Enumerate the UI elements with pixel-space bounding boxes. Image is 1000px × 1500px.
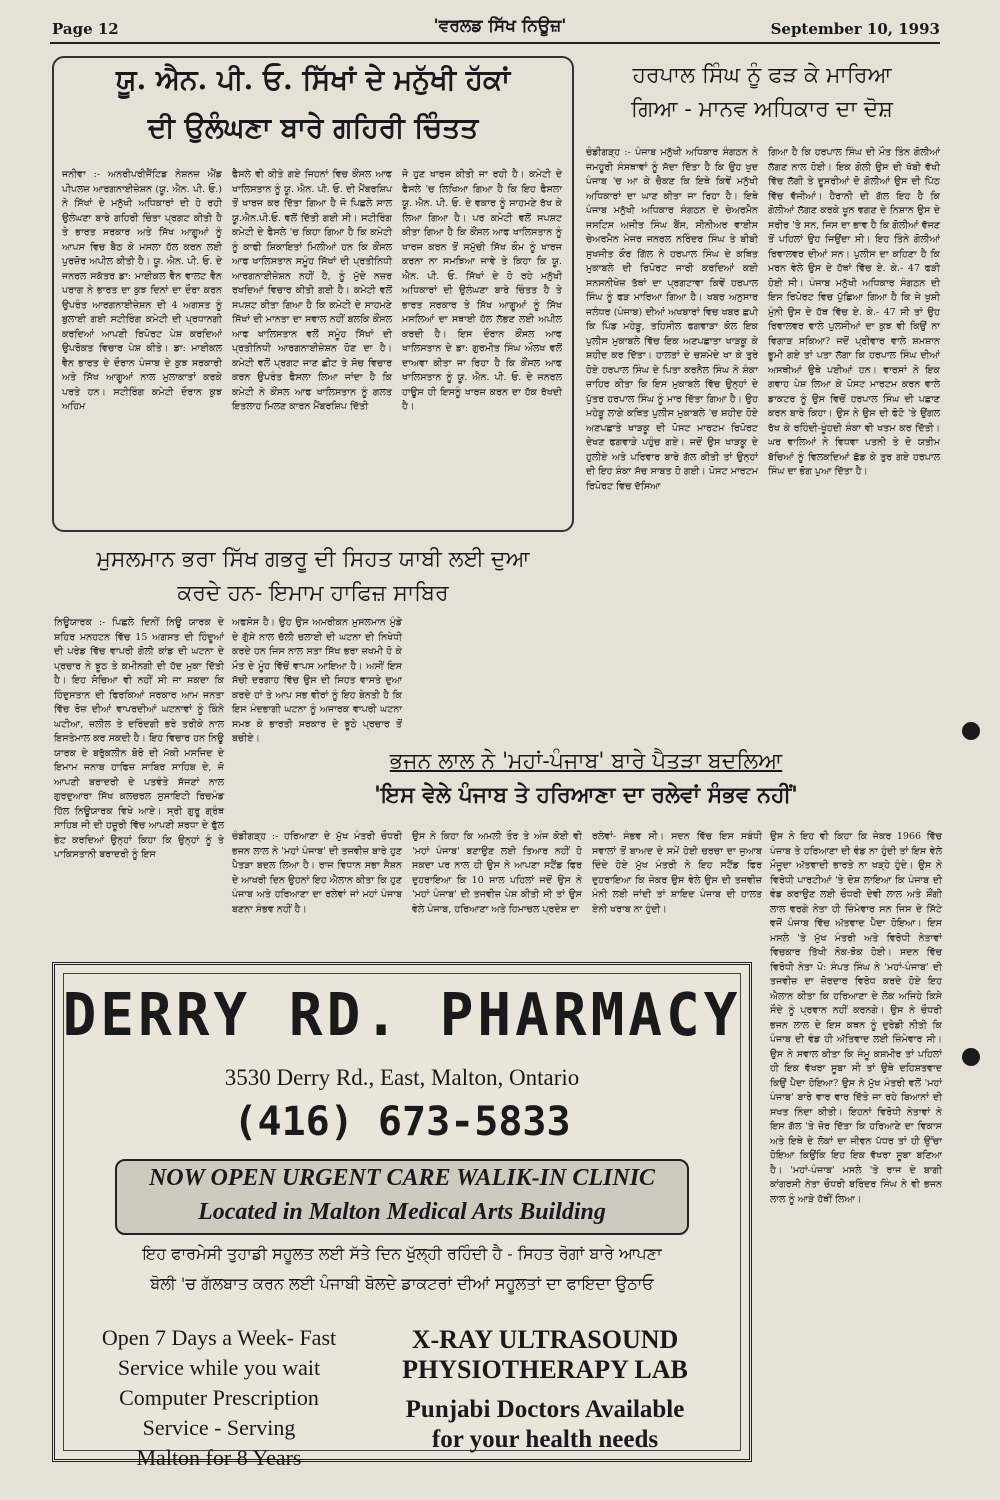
article-muslim-column-2: ਅਫਸੋਸ ਹੈ। ਉਹ ਉਸ ਅਮਰੀਕਨ ਮੁਸਲਮਾਨ ਮੁੰਡੇ ਦੇ ਗੁੱਸੇ ਨਾਲ ਚੱਲੀ ਚਲਾਈ ਦੀ ਘਟਨਾ ਦੀ ਨਿਖੇਧੀ ਕਰਦੇ ਹਨ ਜਿਸ ਨਾਲ ਸਤਾ ਸਿੱਖ ਭਰਾ ਜ਼ਖਮੀ ਹੋ ਕੇ ਮੌਤ ਦੇ ਮੂੰਹ ਵਿੱਚੋਂ ਵਾਪਸ ਆਇਆ ਹੈ। ਅਸੀਂ ਇਸ ਸੱਚੀ ਦਰਗਾਹ ਵਿੱਚ ਉਸ ਦੀ ਸਿਹਤ ਵਾਸਤੇ ਦੁਆ ਕਰਦੇ ਹਾਂ ਤੇ ਆਪ ਸਭ ਵੀਰਾਂ ਨੂੰ ਇਹ ਬੇਨਤੀ ਹੈ ਕਿ ਇਸ ਮੰਦਭਾਗੀ ਘਟਨਾ ਨੂੰ ਅਜਾਰਕ ਵਾਪਰੀ ਘਟਨਾ ਸਮਝ ਕੇ ਭਾਰਤੀ ਸਰਕਾਰ ਦੇ ਝੂਠੇ ਪ੍ਰਚਾਰ ਤੋਂ ਬਚੀਏ। (232, 617, 402, 744)
ad-hours-line: Open 7 Days a Week- Fast (101, 1325, 337, 1350)
article-muslim-column-1: ਨਿਊਯਾਰਕ :- ਪਿਛਲੇ ਦਿਨੀਂ ਨਿਊ ਯਾਰਕ ਦੇ ਸ਼ਹਿਰ ਮਨਹਟਨ ਵਿੱਚ 15 ਅਗਸਤ ਦੀ ਹਿੰਦੂਆਂ ਦੀ ਪਰੇਡ ਵਿੱਚ ਵਾਪਰੀ ਗੋਲੀ ਕਾਂਡ ਦੀ ਘਟਨਾ ਦੇ ਪ੍ਰਚਾਰ ਨੇ ਝੂਠ ਤੇ ਕਮੀਨਗੀ ਦੀ ਹੱਦ ਮੁਕਾ ਦਿੱਤੀ ਹੈ। ਇਹ ਸੋਚਿਆ ਵੀ ਨਹੀਂ ਸੀ ਜਾ ਸਕਦਾ ਕਿ ਹਿੰਦੁਸਤਾਨ ਦੀ ਫਿਰਕਿਆਂ ਸਰਕਾਰ ਆਮ ਜਨਤਾ ਵਿੱਚ ਰੋਜ਼ ਦੀਆਂ ਵਾਪਰਦੀਆਂ ਘਟਨਾਵਾਂ ਨੂੰ ਕਿੰਨੇ ਘਟੀਆ, ਜ਼ਲੀਲ ਤੇ ਦਰਿੰਦਗੀ ਭਰੇ ਤਰੀਕੇ ਨਾਲ ਇਸਤੇਮਾਲ ਕਰ ਸਕਦੀ ਹੈ। ਇਹ ਵਿਚਾਰ ਹਨ ਨਿਊ ਯਾਰਕ ਦੇ ਬਰੁੱਕਲੀਨ ਬੋਰੋ ਦੀ ਮੱਕੀ ਮਸਜਿਦ ਦੇ ਇਮਾਮ ਜਨਾਬ ਹਾਫਿਜ਼ ਸਾਬਿਰ ਸਾਹਿਬ ਦੇ, ਜੋ ਆਪਣੀ ਬਰਾਦਰੀ ਦੇ ਪਤਵੰਤੇ ਸੱਜਣਾਂ ਨਾਲ ਗੁਰਦੁਆਰਾ ਸਿੱਖ ਕਲਚਰਲ ਸੁਸਾਇਟੀ ਰਿਚਮੰਡ ਹਿੱਲ ਨਿਊਯਾਰਕ ਵਿਖੇ ਆਏ। ਸ੍ਰੀ ਗੁਰੂ ਗ੍ਰੰਥ ਸਾਹਿਬ ਜੀ ਦੀ ਹਜ਼ੂਰੀ ਵਿੱਚ ਆਪਣੀ ਸ਼ਰਧਾ ਦੇ ਫੁੱਲ ਭੇਟ ਕਰਦਿਆਂ ਉਨ੍ਹਾਂ ਕਿਹਾ ਕਿ ਉਨ੍ਹਾਂ ਨੂੰ ਤੇ ਪਾਕਿਸਤਾਨੀ ਬਰਾਦਰੀ ਨੂੰ ਇਸ (54, 617, 224, 860)
article-unpo-box (52, 56, 574, 532)
ad-address: 3530 Derry Rd., East, Malton, Ontario (224, 1065, 580, 1090)
article-harpal-headline-1: ਹਰਪਾਲ ਸਿੰਘ ਨੂੰ ਫੜ ਕੇ ਮਾਰਿਆ (632, 63, 892, 88)
ad-xray-line-1: X-RAY ULTRASOUND (411, 1325, 679, 1354)
ad-hours-line: Malton for 8 Years (136, 1445, 302, 1470)
article-muslim-headline-2: ਕਰਦੇ ਹਨ- ਇਮਾਮ ਹਾਫਿਜ਼ ਸਾਬਿਰ (177, 581, 449, 606)
ad-phone: (416) 673-5833 (233, 1099, 571, 1145)
article-harpal-column-1: ਚੰਡੀਗੜ੍ਹ :- ਪੰਜਾਬ ਮਨੁੱਖੀ ਅਧਿਕਾਰ ਸੰਗਠਨ ਨੇ ਜਮਹੂਰੀ ਸੰਸਥਾਵਾਂ ਨੂੰ ਸੱਦਾ ਦਿੱਤਾ ਹੈ ਕਿ ਉਹ ਖੁਦ ਪੰਜਾਬ 'ਚ ਆ ਕੇ ਚੈਕਣ ਕਿ ਇਥੇ ਕਿਵੇਂ ਮਨੁੱਖੀ ਅਧਿਕਾਰਾਂ ਦਾ ਘਾਣ ਕੀਤਾ ਜਾ ਰਿਹਾ ਹੈ। ਇਥੇ ਪੰਜਾਬ ਮਨੁੱਖੀ ਅਧਿਕਾਰ ਸੰਗਠਨ ਦੇ ਚੇਅਰਮੈਨ ਜਸਟਿਸ ਅਜੀਤ ਸਿੰਘ ਬੈਂਸ, ਸੀਨੀਅਰ ਵਾਈਸ ਚੇਅਰਮੈਨ ਮੇਜਰ ਜਨਰਲ ਨਰਿੰਦਰ ਸਿੰਘ ਤੇ ਬੀਬੀ ਸੁਖਜੀਤ ਕੌਰ ਗਿੱਲ ਨੇ ਹਰਪਾਲ ਸਿੰਘ ਦੇ ਕਥਿਤ ਮੁਕਾਬਲੇ ਦੀ ਰਿਪੋਰਟ ਜਾਰੀ ਕਰਦਿਆਂ ਕਈ ਸਨਸਨੀਖੇਜ਼ ਤੱਥਾਂ ਦਾ ਪ੍ਰਗਟਾਵਾ ਕਿਵੇਂ ਹਰਪਾਲ ਸਿੰਘ ਨੂੰ ਫੜ ਮਾਰਿਆ ਗਿਆ ਹੈ। ਖਬਰ ਅਨੁਸਾਰ ਜਲੰਧਰ (ਪੰਜਾਬ) ਦੀਆਂ ਅਖਬਾਰਾਂ ਵਿਚ ਖਬਰ ਛਪੀ ਕਿ ਪਿੰਡ ਮਹੇੜੂ, ਤਹਿਸੀਲ ਫਗਵਾੜਾ ਕੋਲ ਇਕ ਪੁਲੀਸ ਮੁਕਾਬਲੇ ਵਿੱਚ ਇਕ ਅਣਪਛਾਤਾ ਖਾੜਕੂ ਕੇ ਸ਼ਹੀਦ ਕਰ ਦਿੱਤਾ। ਹਾਲਤਾਂ ਦੇ ਚਸ਼ਮੇਦੇ ਖਾ ਕੇ ਤੁਰੇ ਹੋਏ ਹਰਪਾਲ ਸਿੰਘ ਦੇ ਪਿਤਾ ਕਰਨੈਲ ਸਿੰਘ ਨੇ ਸ਼ੰਕਾ ਜ਼ਾਹਿਰ ਕੀਤਾ ਕਿ ਇਸ ਮੁਕਾਬਲੇ ਵਿੱਚ ਉਨ੍ਹਾਂ ਦੇ ਪੁੱਤਰ ਹਰਪਾਲ ਸਿੰਘ ਨੂੰ ਮਾਰ ਦਿੱਤਾ ਗਿਆ ਹੈ। ਉਹ ਮਹੇੜੂ ਲਾਗੇ ਕਥਿਤ ਪੁਲੀਸ ਮੁਕਾਬਲੇ 'ਚ ਸ਼ਹੀਦ ਹੋਏ ਅਣਪਛਾਤੇ ਖਾੜਕੂ ਦੀ ਪੋਸਟ ਮਾਰਟਮ ਰਿਪੋਰਟ ਦੇਖਣ ਫਗਵਾੜੇ ਪਹੁੰਚ ਗਏ। ਜਦੋਂ ਉਸ ਖਾੜਕੂ ਦੇ ਹੁਲੀਏ ਅਤੇ ਪਰਿਵਾਰ ਬਾਰੇ ਗੱਲ ਕੀਤੀ ਤਾਂ ਉਨ੍ਹਾਂ ਦੀ ਇਹ ਸ਼ੰਕਾ ਸੱਚ ਸਾਬਤ ਹੋ ਗਈ। ਪੋਸਟ ਮਾਰਟਮ ਰਿਪੋਰਟ ਵਿਚ ਦੱਸਿਆ (586, 147, 758, 492)
ad-punjabi-line-1: ਇਹ ਫਾਰਮੇਸੀ ਤੁਹਾਡੀ ਸਹੂਲਤ ਲਈ ਸੱਤੇ ਦਿਨ ਖੁੱਲ੍ਹੀ ਰਹਿੰਦੀ ਹੈ - ਸਿਹਤ ਰੋਗਾਂ ਬਾਰੇ ਆਪਣਾ (142, 1244, 662, 1263)
ad-punjabi-line-2: ਬੋਲੀ 'ਚ ਗੱਲਬਾਤ ਕਰਨ ਲਈ ਪੰਜਾਬੀ ਬੋਲਦੇ ਡਾਕਟਰਾਂ ਦੀਆਂ ਸਹੂਲਤਾਂ ਦਾ ਫਾਇਦਾ ਉਠਾਓ (150, 1274, 654, 1293)
ad-hours-line: Service while you wait (117, 1355, 321, 1380)
article-bhajanlal-column-1: ਚੰਡੀਗੜ੍ਹ :- ਹਰਿਆਣਾ ਦੇ ਮੁੱਖ ਮੰਤਰੀ ਚੌਧਰੀ ਭਜਨ ਲਾਲ ਨੇ 'ਮਹਾਂ ਪੰਜਾਬ' ਦੀ ਤਜਵੀਜ਼ ਬਾਰੇ ਹੁਣ ਪੈਤੜਾ ਬਦਲ ਲਿਆ ਹੈ। ਰਾਜ ਵਿਧਾਨ ਸਭਾ ਸੈਸ਼ਨ ਦੇ ਆਖਰੀ ਦਿਨ ਉਹਨਾਂ ਇਹ ਐਲਾਨ ਕੀਤਾ ਕਿ ਹੁਣ ਪੰਜਾਬ ਅਤੇ ਹਰਿਆਣਾ ਦਾ ਰਲੇਵਾਂ ਜਾਂ ਮਹਾਂ ਪੰਜਾਬ ਬਣਨਾ ਸੰਭਵ ਨਹੀਂ ਹੈ। (232, 831, 402, 915)
article-unpo-headline-2: ਦੀ ਉਲੰਘਣਾ ਬਾਰੇ ਗਹਿਰੀ ਚਿੰਤਤ (147, 111, 479, 144)
article-bhajanlal-headline: 'ਇਸ ਵੇਲੇ ਪੰਜਾਬ ਤੇ ਹਰਿਆਣਾ ਦਾ ਰਲੇਵਾਂ ਸੰਭਵ ਨਹੀਂ' (374, 782, 798, 808)
issue-date: September 10, 1993 (770, 20, 940, 38)
article-bhajanlal-column-3: ਰਲੇਵਾਂ- ਸੰਭਵ ਸੀ। ਸਦਨ ਵਿੱਚ ਇਸ ਸਬੰਧੀ ਸਵਾਲਾਂ ਤੋਂ ਬਾਅਦ ਦੇ ਸਮੇਂ ਹੋਈ ਚਰਚਾ ਦਾ ਜੁਆਬ ਦਿੰਦੇ ਹੋਏ ਮੁੱਖ ਮੰਤਰੀ ਨੇ ਇਹ ਸਟੈਂਡ ਫਿਰ ਦੁਹਰਾਇਆ ਕਿ ਜੇਕਰ ਉਸ ਵੇਲੇ ਉਸ ਦੀ ਤਜਵੀਜ਼ ਮੰਨੀ ਲਈ ਜਾਂਦੀ ਤਾਂ ਸ਼ਾਇਦ ਪੰਜਾਬ ਦੀ ਹਾਲਤ ਏਨੀ ਖਰਾਬ ਨਾ ਹੁੰਦੀ। (592, 831, 762, 915)
ad-clinic-line-2: Located in Malton Medical Arts Building (198, 1199, 606, 1225)
header-rule (50, 42, 940, 44)
article-harpal-column-2: ਗਿਆ ਹੈ ਕਿ ਹਰਪਾਲ ਸਿੰਘ ਦੀ ਮੌਤ ਤਿੰਨ ਗੋਲੀਆਂ ਲੱਗਣ ਨਾਲ ਹੋਈ। ਇਕ ਗੋਲੀ ਉਸ ਦੀ ਖੱਬੀ ਵੱਖੀ ਵਿੱਚ ਲੱਗੀ ਤੇ ਦੂਸਰੀਆਂ ਦੋ ਗੋਲੀਆਂ ਉਸ ਦੀ ਪਿੱਠ ਵਿੱਚ ਵੱਜੀਆਂ। ਹੈਰਾਨੀ ਦੀ ਗੱਲ ਇਹ ਹੈ ਕਿ ਗੋਲੀਆਂ ਲੱਗਣ ਕਰਕੇ ਖੂਨ ਵਗਣ ਦੇ ਨਿਸ਼ਾਨ ਉਸ ਦੇ ਸਰੀਰ 'ਤੇ ਸਨ, ਜਿਸ ਦਾ ਭਾਵ ਹੈ ਕਿ ਗੋਲੀਆਂ ਵੱਜਣ ਤੋਂ ਪਹਿਲਾਂ ਉਹ ਜਿਉਂਦਾ ਸੀ। ਇਹ ਤਿੰਨੇ ਗੋਲੀਆਂ ਰਿਵਾਲਵਰ ਦੀਆਂ ਸਨ। ਪੁਲੀਸ ਦਾ ਕਹਿਣਾ ਹੈ ਕਿ ਮਰਨ ਵੇਲੇ ਉਸ ਦੇ ਹੱਥਾਂ ਵਿੱਚ ਏ. ਕੇ.- 47 ਫੜੀ ਹੋਈ ਸੀ। ਪੰਜਾਬ ਮਨੁੱਖੀ ਅਧਿਕਾਰ ਸੰਗਠਨ ਦੀ ਇਸ ਰਿਪੋਰਟ ਵਿਚ ਪੁੱਛਿਆ ਗਿਆ ਹੈ ਕਿ ਜੇ ਖੁਸ਼ੀ ਮੁੰਨੀ ਉਸ ਦੇ ਹੱਥ ਵਿੱਚ ਏ. ਕੇ.- 47 ਸੀ ਤਾਂ ਉਹ ਰਿਵਾਲਵਰ ਵਾਲੇ ਪੁਲਸੀਆਂ ਦਾ ਕੁਝ ਵੀ ਕਿਉਂ ਨਾ ਵਿਗਾੜ ਸਕਿਆ? ਜਦੋਂ ਪ੍ਰੀਵਾਰ ਵਾਲੇ ਸ਼ਮਸ਼ਾਨ ਭੂਮੀ ਗਏ ਤਾਂ ਪਤਾ ਲੱਗਾ ਕਿ ਹਰਪਾਲ ਸਿੰਘ ਦੀਆਂ ਅਸਥੀਆਂ ਉਥੇ ਪਈਆਂ ਹਨ। ਵਾਰਸਾਂ ਨੇ ਇਕ ਗਵਾਹ ਪੇਸ਼ ਲਿਆ ਕੇ ਪੋਸਟ ਮਾਰਟਮ ਕਰਨ ਵਾਲੇ ਡਾਕਟਰ ਨੂੰ ਉਸ ਵਿਚੋਂ ਹਰਪਾਲ ਸਿੰਘ ਦੀ ਪਛਾਣ ਕਰਨ ਬਾਰੇ ਕਿਹਾ। ਉਸ ਨੇ ਉਸ ਦੀ ਫੋਟੋ 'ਤੇ ਉਂਗਲ ਰੱਖ ਕੇ ਰਹਿੰਦੀ-ਖੂੰਹਦੀ ਸ਼ੰਕਾ ਵੀ ਖਤਮ ਕਰ ਦਿੱਤੀ। ਘਰ ਵਾਲਿਆਂ ਨੇ ਵਿਧਵਾ ਪਤਨੀ ਤੇ ਦੋ ਯਤੀਮ ਬੱਚਿਆਂ ਨੂੰ ਵਿਲਕਦਿਆਂ ਛੱਡ ਕੇ ਤੁਰ ਗਏ ਹਰਪਾਲ ਸਿੰਘ ਦਾ ਭੋਗ ਪੁਆ ਦਿੱਤਾ ਹੈ। (768, 147, 940, 477)
article-unpo-column-2: ਫੈਸਲੇ ਵੀ ਕੀਤੇ ਗਏ ਜਿਹਨਾਂ ਵਿਚ ਕੌਂਸਲ ਆਫ ਖਾਲਿਸਤਾਨ ਨੂੰ ਯੂ. ਐਨ. ਪੀ. ਓ. ਦੀ ਮੈਂਬਰਸ਼ਿਪ ਤੋਂ ਖਾਰਜ ਕਰ ਦਿੱਤਾ ਗਿਆ ਹੈ ਜੋ ਪਿਛਲੇ ਸਾਲ ਯੂ.ਐਨ.ਪੀ.ਓ. ਵਲੋਂ ਦਿੱਤੀ ਗਈ ਸੀ। ਸਟੀਰਿੰਗ ਕਮੇਟੀ ਦੇ ਫੈਸਲੇ 'ਚ ਕਿਹਾ ਗਿਆ ਹੈ ਕਿ ਕਮੇਟੀ ਨੂੰ ਕਾਫੀ ਸ਼ਿਕਾਇਤਾਂ ਮਿਲੀਆਂ ਹਨ ਕਿ ਕੌਂਸਲ ਆਫ ਖਾਲਿਸਤਾਨ ਸਮੂੰਹ ਸਿੱਖਾਂ ਦੀ ਪ੍ਰਤੀਨਿਧੀ ਆਰਗਨਾਈਜ਼ੇਸ਼ਨ ਨਹੀਂ ਹੈ, ਨੂੰ ਮੁੱਦੇ ਨਜ਼ਰ ਰਖਦਿਆਂ ਵਿਚਾਰ ਕੀਤੀ ਗਈ ਹੈ। ਕਮੇਟੀ ਵਲੋਂ ਸਪਸ਼ਟ ਕੀਤਾ ਗਿਆ ਹੈ ਕਿ ਕਮੇਟੀ ਦੇ ਸਾਹਮਣੇ ਸਿੱਖਾਂ ਦੀ ਮਾਨਤਾ ਦਾ ਸਵਾਲ ਨਹੀਂ ਬਲਕਿ ਕੌਂਸਲ ਆਫ ਖਾਲਿਸਤਾਨ ਵਲੋਂ ਸਮੂੰਹ ਸਿੱਖਾਂ ਦੀ ਪ੍ਰਤੀਨਿਧੀ ਆਰਗਨਾਈਜ਼ੇਸ਼ਨ ਹੋਣ ਦਾ ਹੈ। ਕਮੇਟੀ ਵਲੋਂ ਪ੍ਰਗਟ ਜਾਣ ਛੀਟ ਤੇ ਸੋਚ ਵਿਚਾਰ ਕਰਨ ਉਪਰੰਤ ਫੈਸਲਾ ਲਿਆ ਜਾਂਦਾ ਹੈ ਕਿ ਕਮੇਟੀ ਨੇ ਕੌਂਸਲ ਆਫ ਖਾਲਿਸਤਾਨ ਨੂੰ ਗਲਤ ਇਤਲਾਹ ਮਿਲਣ ਕਾਰਨ ਮੈਂਬਰਸ਼ਿਪ ਦਿੱਤੀ (232, 169, 392, 412)
ad-clinic-banner (115, 1159, 689, 1235)
pharmacy-advertisement (52, 962, 752, 1470)
masthead-title: 'ਵਰਲਡ ਸਿੱਖ ਨਿਊਜ਼' (433, 16, 567, 36)
article-muslim-headline-1: ਮੁਸਲਮਾਨ ਭਰਾ ਸਿੱਖ ਗਭਰੂ ਦੀ ਸਿਹਤ ਯਾਬੀ ਲਈ ਦੁਆ (96, 547, 530, 572)
article-unpo-column-3: ਜੋ ਹੁਣ ਖਾਰਜ ਕੀਤੀ ਜਾ ਰਹੀ ਹੈ। ਕਮੇਟੀ ਦੇ ਫੈਸਲੇ 'ਚ ਲਿਖਿਆ ਗਿਆ ਹੈ ਕਿ ਇਹ ਫੈਸਲਾ ਯੂ. ਐਨ. ਪੀ. ਓ. ਦੇ ਵਕਾਰ ਨੂੰ ਸਾਹਮਣੇ ਰੱਖ ਕੇ ਲਿਆ ਗਿਆ ਹੈ। ਪਰ ਕਮੇਟੀ ਵਲੋਂ ਸਪਸ਼ਟ ਕੀਤਾ ਗਿਆ ਹੈ ਕਿ ਕੌਂਸਲ ਆਫ ਖਾਲਿਸਤਾਨ ਨੂੰ ਖਾਰਜ ਕਰਨ ਤੋਂ ਸਮੁੱਚੀ ਸਿੱਖ ਕੌਮ ਨੂੰ ਖਾਰਜ ਕਰਨਾ ਨਾ ਸਮਝਿਆ ਜਾਵੇ ਤੇ ਕਿਹਾ ਕਿ ਯੂ. ਐਨ. ਪੀ. ਓ. ਸਿੱਖਾਂ ਦੇ ਹੋ ਰਹੇ ਮਨੁੱਖੀ ਅਧਿਕਾਰਾਂ ਦੀ ਉਲੰਘਣਾ ਬਾਰੇ ਚਿੰਤਤ ਹੈ ਤੇ ਭਾਰਤ ਸਰਕਾਰ ਤੇ ਸਿੱਖ ਆਗੂਆਂ ਨੂੰ ਸਿੱਖ ਮਸਲਿਆਂ ਦਾ ਸਥਾਈ ਹੱਲ ਲੱਭਣ ਲਈ ਅਪੀਲ ਕਰਦੀ ਹੈ। ਇਸ ਦੌਰਾਨ ਕੌਂਸਲ ਆਫ ਖਾਲਿਸਤਾਨ ਦੇ ਡਾ: ਗੁਰਮੀਤ ਸਿੰਘ ਔਲਖ ਵਲੋਂ ਦਾਅਵਾ ਕੀਤਾ ਜਾ ਰਿਹਾ ਹੈ ਕਿ ਕੌਂਸਲ ਆਫ ਖਾਲਿਸਤਾਨ ਨੂੰ ਯੂ. ਐਨ. ਪੀ. ਓ. ਦੇ ਜਨਰਲ ਹਾਊਸ ਹੀ ਇਸਨੂੰ ਖਾਰਜ ਕਰਨ ਦਾ ਹੱਕ ਰੱਖਦੀ ਹੈ। (402, 169, 562, 412)
article-bhajanlal-kicker: ਭਜਨ ਲਾਲ ਨੇ 'ਮਹਾਂ-ਪੰਜਾਬ' ਬਾਰੇ ਪੈਤੜਾ ਬਦਲਿਆ (389, 749, 783, 774)
ad-doctors-block (385, 1395, 705, 1455)
article-bhajanlal-column-4: ਉਸ ਨੇ ਇਹ ਵੀ ਕਿਹਾ ਕਿ ਜੇਕਰ 1966 ਵਿੱਚ ਪੰਜਾਬ ਤੇ ਹਰਿਆਣਾ ਦੀ ਵੰਡ ਨਾ ਹੁੰਦੀ ਤਾਂ ਇਸ ਵੇਲੇ ਮੌਜੂਦਾ ਅੱਤਵਾਦੀ ਭਾਰਤੇ ਨਾ ਖੜ੍ਹੇ ਹੁੰਦੇ। ਉਸ ਨੇ ਵਿਰੋਧੀ ਪਾਰਟੀਆਂ 'ਤੇ ਦੋਸ਼ ਲਾਇਆ ਕਿ ਪੰਜਾਬ ਦੀ ਵੰਡ ਕਰਾਉਣ ਲਈ ਚੌਧਰੀ ਦੇਵੀ ਲਾਲ ਅਤੇ ਸ਼ੌਂਗੀ ਲਾਲ ਵਰਗੇ ਨੇਤਾ ਹੀ ਜ਼ਿੰਮੇਵਾਰ ਸਨ ਜਿਸ ਦੇ ਸਿੱਟੇ ਵਜੋਂ ਪੰਜਾਬ ਵਿੱਚ ਅੱਤਵਾਦ ਪੈਦਾ ਹੋਇਆ। ਇਸ ਮਸਲੇ 'ਤੇ ਮੁੱਖ ਮੰਤਰੀ ਅਤੇ ਵਿਰੋਧੀ ਨੇਤਾਵਾਂ ਵਿਚਕਾਰ ਤਿੱਖੀ ਨੋਕ-ਝੋਕ ਹੋਈ। ਸਦਨ ਵਿੱਚ ਵਿਰੋਧੀ ਨੇਤਾ ਪੋ: ਸੰਪਤ ਸਿੰਘ ਨੇ 'ਮਹਾਂ-ਪੰਜਾਬ' ਦੀ ਤਜਵੀਜ਼ ਦਾ ਜ਼ੋਰਦਾਰ ਵਿਰੋਧ ਕਰਦੇ ਹੋਏ ਇਹ ਐਲਾਨ ਕੀਤਾ ਕਿ ਹਰਿਆਣਾ ਦੇ ਲੋਕ ਅਜਿਹੇ ਕਿਸੇ ਸੌਦੇ ਨੂੰ ਪ੍ਰਵਾਨ ਨਹੀਂ ਕਰਨਗੇ। ਉਸ ਨੇ ਚੌਧਰੀ ਭਜਨ ਲਾਲ ਦੇ ਇਸ ਕਥਨ ਨੂੰ ਦੁਰੇਡੀ ਨੀਤੀ ਕਿ ਪੰਜਾਬ ਦੀ ਵੰਡ ਹੀ ਅੱਤਿਵਾਦ ਲਈ ਜ਼ਿੰਮੇਵਾਰ ਸੀ। ਉਸ ਨੇ ਸਵਾਲ ਕੀਤਾ ਕਿ ਜੰਮੂ ਕਸ਼ਮੀਰ ਤਾਂ ਪਹਿਲਾਂ ਹੀ ਇਕ ਵੱਖਰਾ ਸੂਬਾ ਸੀ ਤਾਂ ਉਥੇ ਦਹਿਸ਼ਤਵਾਦ ਕਿਉਂ ਪੈਦਾ ਹੋਇਆ? ਉਸ ਨੇ ਮੁੱਖ ਮੰਤਰੀ ਵਲੋਂ 'ਮਹਾਂ ਪੰਜਾਬ' ਬਾਰੇ ਵਾਰ ਵਾਰ ਦਿੱਤੇ ਜਾ ਰਹੇ ਬਿਆਨਾਂ ਦੀ ਸਖਤ ਨਿੰਦਾ ਕੀਤੀ। ਇਹਨਾਂ ਵਿਰੋਧੀ ਨੇਤਾਵਾਂ ਨੇ ਇਸ ਗੱਲ 'ਤੇ ਜ਼ੋਰ ਦਿੱਤਾ ਕਿ ਹਰਿਆਣੇ ਦਾ ਵਿਕਾਸ ਅਤੇ ਇਥੇ ਦੇ ਲੋਕਾਂ ਦਾ ਜੀਵਨ ਪੱਧਰ ਤਾਂ ਹੀ ਉੱਚਾ ਹੋਇਆ ਕਿਉਂਕਿ ਇਹ ਇਕ ਵੱਖਰਾ ਸੂਬਾ ਬਣਿਆ ਹੈ। 'ਮਹਾਂ-ਪੰਜਾਬ' ਮਸਲੇ 'ਤੇ ਰਾਜ ਦੇ ਬਾਗੀ ਕਾਂਗਰਸੀ ਨੇਤਾ ਚੌਧਰੀ ਬਰਿੰਦਰ ਸਿੰਘ ਨੇ ਵੀ ਭਜਨ ਲਾਲ ਨੂੰ ਆੜੇ ਹੱਥੀਂ ਲਿਆ। (770, 831, 942, 1205)
binder-hole (962, 1048, 980, 1066)
ad-pharmacy-name: DERRY RD. PHARMACY (62, 981, 742, 1050)
page-number: Page 12 (52, 20, 119, 38)
binder-hole (962, 722, 980, 740)
ad-xray-block (385, 1325, 705, 1385)
ad-doctors-line-1: Punjabi Doctors Available (405, 1396, 685, 1423)
page-header (0, 14, 1000, 40)
ad-hours-block (69, 1323, 369, 1473)
ad-punjabi-text (69, 1239, 735, 1299)
ad-hours-line: Service - Serving (142, 1415, 296, 1440)
ad-clinic-line-1: NOW OPEN URGENT CARE WALIK-IN CLINIC (148, 1165, 656, 1191)
ad-doctors-line-2: for your health needs (431, 1426, 659, 1453)
article-bhajanlal-column-2: ਉਸ ਨੇ ਕਿਹਾ ਕਿ ਅਮਲੀ ਤੌਰ ਤੇ ਅੰਜ ਕੋਈ ਵੀ 'ਮਹਾਂ ਪੰਜਾਬ' ਬਣਾਉਣ ਲਈ ਤਿਆਰ ਨਹੀਂ ਹੋ ਸਕਦਾ ਪਰ ਨਾਲ ਹੀ ਉਸ ਨੇ ਆਪਣਾ ਸਟੈਂਡ ਫਿਰ ਦੁਹਰਾਇਆ ਕਿ 10 ਸਾਲ ਪਹਿਲਾਂ ਜਦੋਂ ਉਸ ਨੇ 'ਮਹਾਂ ਪੰਜਾਬ' ਦੀ ਤਜਵੀਜ਼ ਪੇਸ਼ ਕੀਤੀ ਸੀ ਤਾਂ ਉਸ ਵੇਲੇ ਪੰਜਾਬ, ਹਰਿਆਣਾ ਅਤੇ ਹਿਮਾਚਲ ਪ੍ਰਦੇਸ਼ ਦਾ (412, 831, 582, 915)
ad-hours-line: Computer Prescription (119, 1385, 319, 1410)
article-harpal-headline-2: ਗਿਆ - ਮਾਨਵ ਅਧਿਕਾਰ ਦਾ ਦੋਸ਼ (631, 97, 893, 122)
ad-xray-line-2: PHYSIOTHERAPY LAB (402, 1355, 688, 1384)
article-unpo-column-1: ਜਨੀਵਾ :- ਅਨਰੀਪਰੀਜੈਂਟਿਡ ਨੇਸ਼ਨਜ਼ ਐਂਡ ਪੀਪਲਜ਼ ਆਰਗਨਾਈਜ਼ੇਸ਼ਨ (ਯੂ. ਐਨ. ਪੀ. ਓ.) ਨੇ ਸਿੱਖਾਂ ਦੇ ਮਨੁੱਖੀ ਅਧਿਕਾਰਾਂ ਦੀ ਹੋ ਰਹੀ ਉਲੰਘਣਾ ਬਾਰੇ ਗਹਿਰੀ ਚਿੰਤਾ ਪ੍ਰਗਟ ਕੀਤੀ ਹੈ ਤੇ ਭਾਰਤ ਸਰਕਾਰ ਅਤੇ ਸਿੱਖ ਆਗੂਆਂ ਨੂੰ ਆਪਸ ਵਿਚ ਬੈਠ ਕੇ ਮਸਲਾ ਹੱਲ ਕਰਨ ਲਈ ਪੁਰਜ਼ੋਰ ਅਪੀਲ ਕੀਤੀ ਹੈ। ਯੂ. ਐਨ. ਪੀ. ਓ. ਦੇ ਜਨਰਲ ਸਕੱਤਰ ਡਾ: ਮਾਈਕਲ ਵੈਨ ਵਾਲਟ ਵੈਨ ਪਰਾਗ ਨੇ ਭਾਰਤ ਦਾ ਕੁਝ ਦਿਨਾਂ ਦਾ ਦੌਰਾ ਕਰਨ ਉਪਰੰਤ ਆਰਗਨਾਈਜ਼ੇਸ਼ਨ ਦੀ 4 ਅਗਸਤ ਨੂੰ ਬੁਲਾਈ ਗਈ ਸਟੀਰਿੰਗ ਕਮੇਟੀ ਦੀ ਪ੍ਰਧਾਨਗੀ ਕਰਦਿਆਂ ਆਪਣੀ ਰਿਪੋਰਟ ਪੇਸ਼ ਕਰਦਿਆਂ ਉਪਰੋਕਤ ਵਿਚਾਰ ਪੇਸ਼ ਕੀਤੇ। ਡਾ: ਮਾਈਕਲ ਵੈਨ ਭਾਰਤ ਦੇ ਦੌਰਾਨ ਪੰਜਾਬ ਦੇ ਕੁਝ ਸਰਕਾਰੀ ਅਤੇ ਸਿੱਖ ਆਗੂਆਂ ਨਾਲ ਮੁਲਾਕਾਤਾਂ ਕਰਕੇ ਪਰਤੇ ਹਨ। ਸਟੀਰਿੰਗ ਕਮੇਟੀ ਦੌਰਾਨ ਕੁਝ ਅਹਿਮ (62, 169, 222, 412)
article-unpo-headline-1: ਯੂ. ਐਨ. ਪੀ. ਓ. ਸਿੱਖਾਂ ਦੇ ਮਨੁੱਖੀ ਹੱਕਾਂ (115, 63, 510, 96)
